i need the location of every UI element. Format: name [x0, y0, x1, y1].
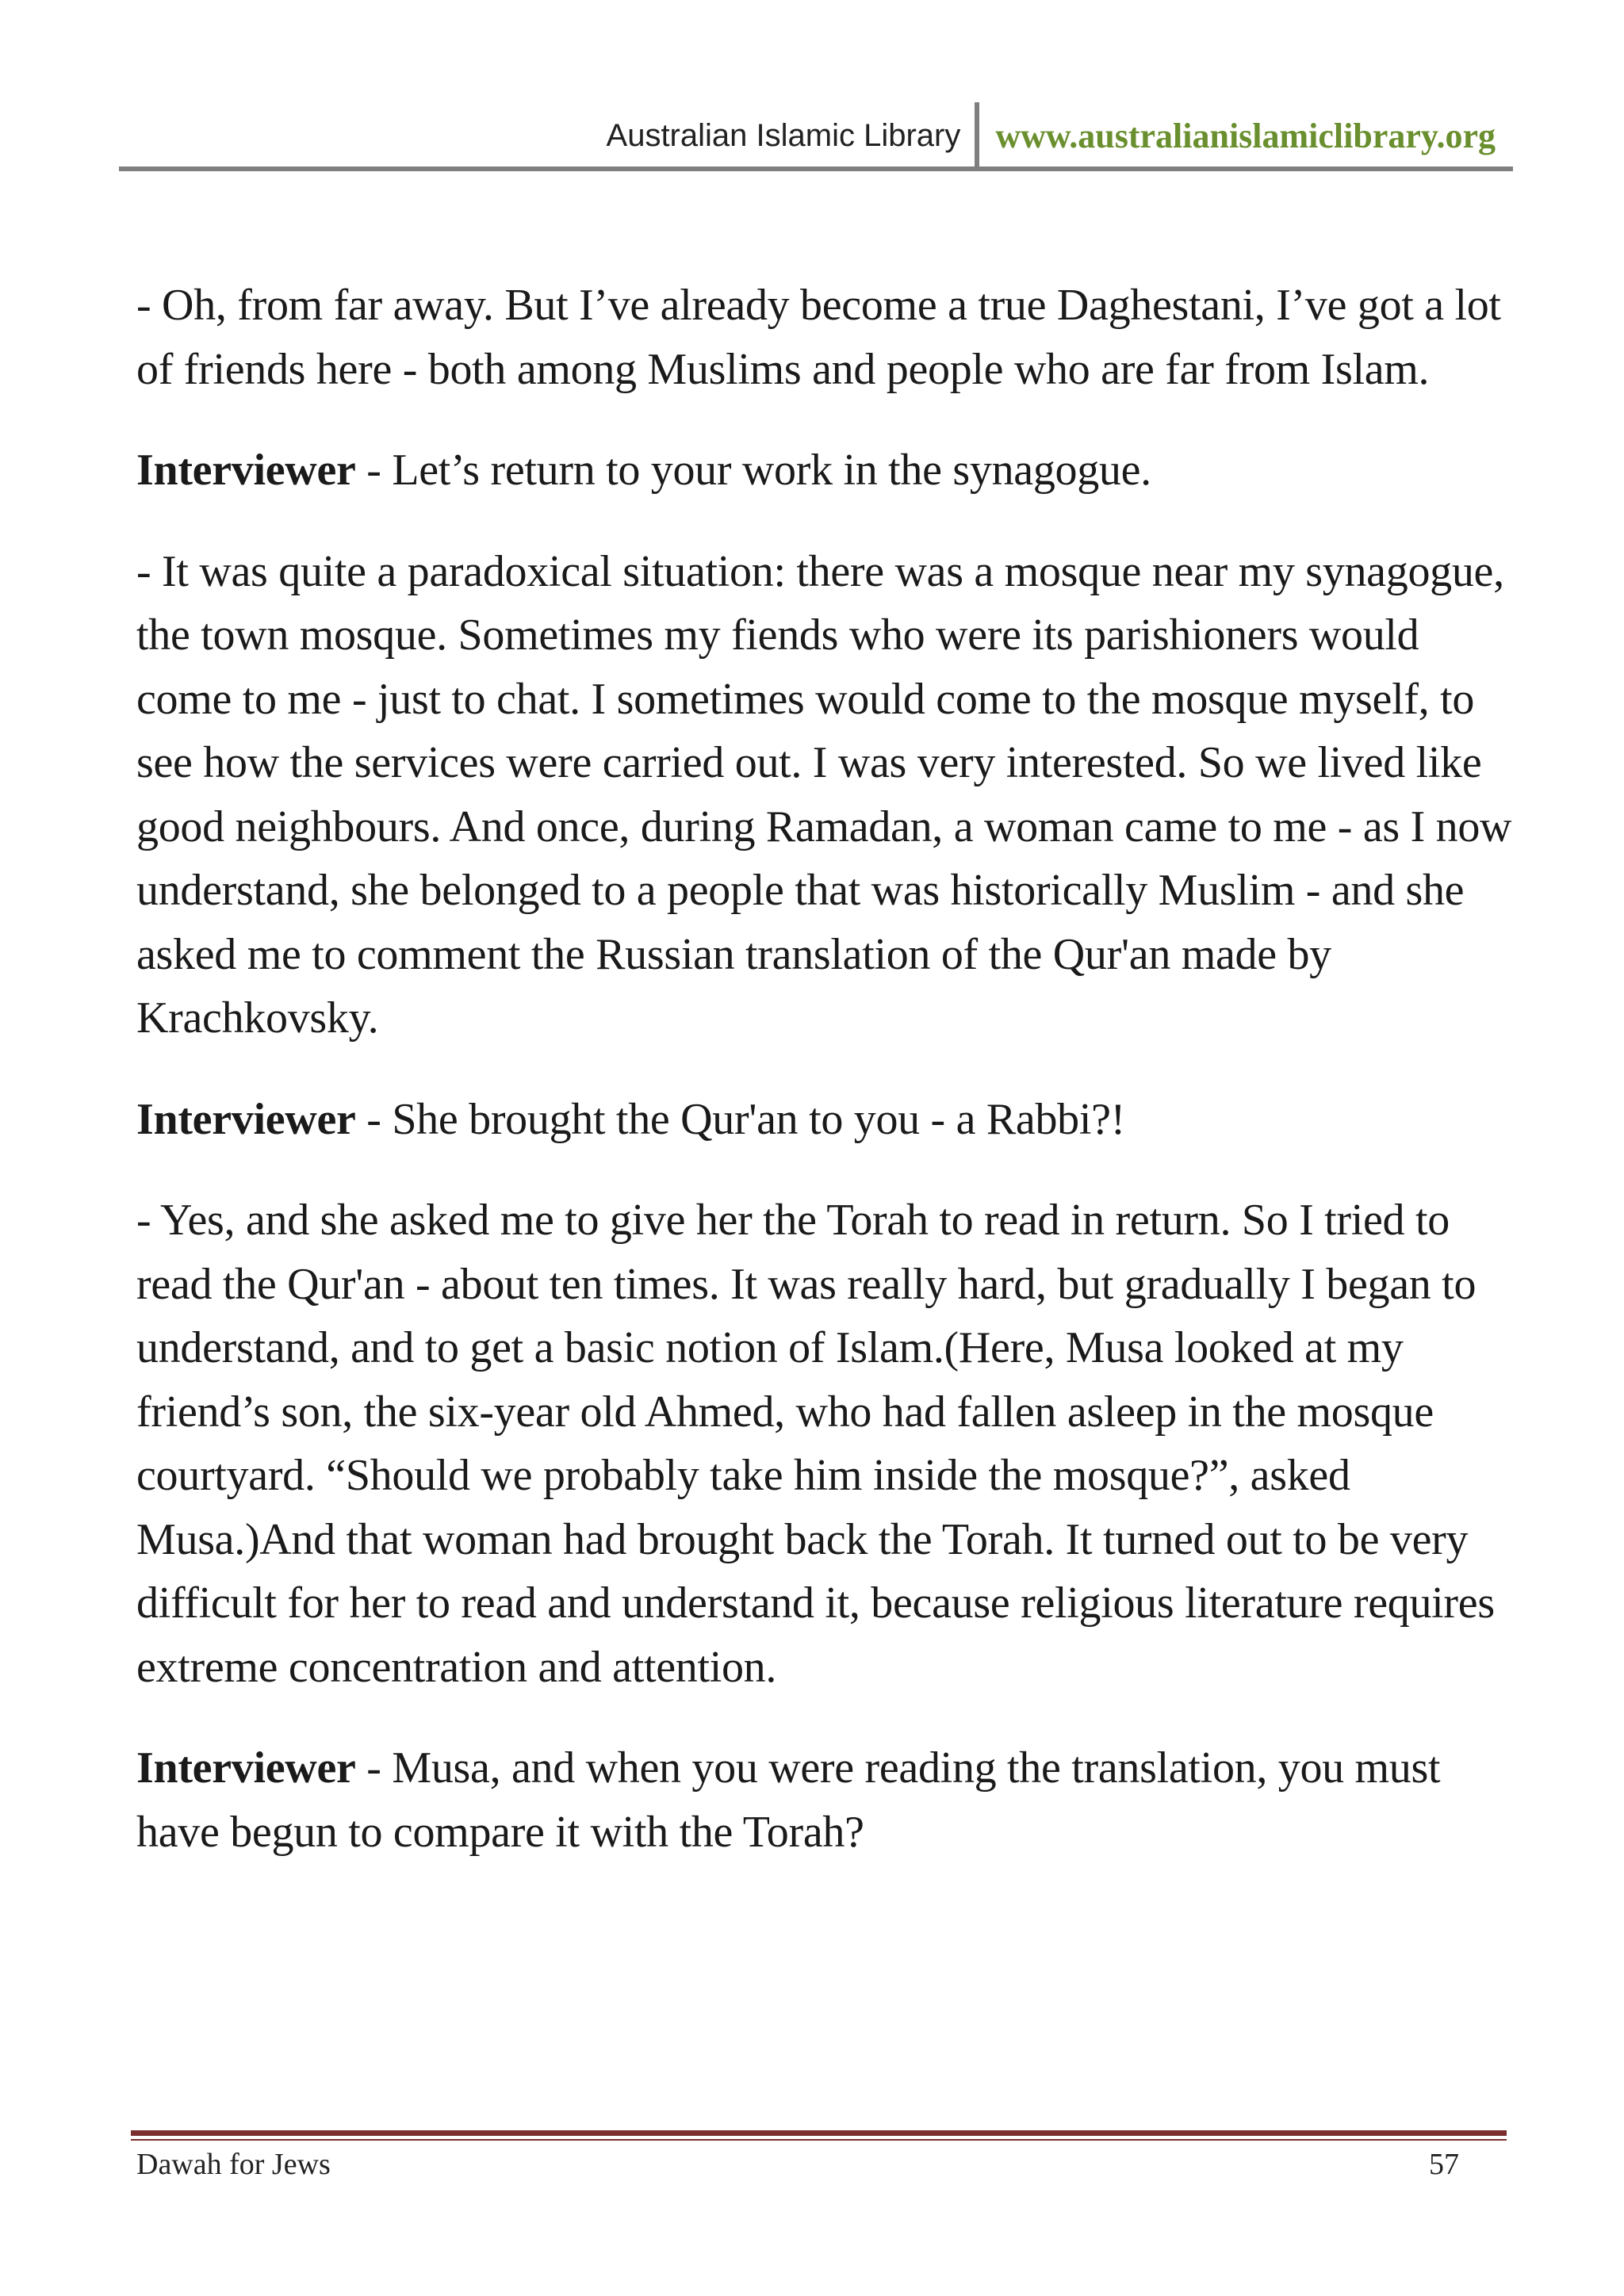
speaker-label: Interviewer [136, 446, 356, 495]
header-bar [607, 105, 1496, 166]
page-body [136, 274, 1512, 1901]
paragraph-text: - She brought the Qur'an to you - a Rabbi?! [355, 1094, 1126, 1144]
header-separator [975, 102, 979, 169]
speaker-label: Interviewer [136, 1743, 356, 1793]
paragraph [136, 1736, 1512, 1864]
paragraph-text: - Yes, and she asked me to give her the Torah to read in return. So I tried to read the Qur'an - about ten times. It was really hard, but gradually I began to understand, and to get a basic notion of Islam.(Here, Musa looked at my friend’s son, the six-year old Ahmed, who had fallen asleep in the mosque courtyard. “Should we probably take him inside the mosque?”, asked Musa.)And that woman had brought back the Torah. It turned out to be very difficult for her to read and understand it, because religious literature requires extreme concentration and attention. [136, 1196, 1495, 1692]
page-header [119, 94, 1513, 171]
paragraph-text: - Let’s return to your work in the synagogue. [355, 446, 1151, 495]
paragraph [136, 540, 1512, 1050]
paragraph [136, 274, 1512, 401]
page-number: 57 [1429, 2148, 1459, 2181]
paragraph [136, 1188, 1512, 1699]
speaker-label: Interviewer [136, 1094, 356, 1144]
footer-rule [131, 2130, 1507, 2136]
footer-rule-thin [131, 2139, 1507, 2141]
paragraph [136, 438, 1512, 503]
paragraph-text: - It was quite a paradoxical situation: there was a mosque near my synagogue, the town mosque. Sometimes my fiends who were its parishioners would come to me - just to chat. I sometimes would come to the mosque myself, to see how the services were carried out. I was very interested. So we lived like good neighbours. And once, during Ramadan, a woman came to me - as I now understand, she belonged to a people that was historically Muslim - and she asked me to comment the Russian translation of the Qur'an made by Krachkovsky. [136, 546, 1512, 1043]
header-title: Australian Islamic Library [606, 117, 961, 153]
paragraph-text: - Musa, and when you were reading the translation, you must have begun to compare it with the Torah? [136, 1743, 1441, 1857]
paragraph-text: - Oh, from far away. But I’ve already become a true Daghestani, I’ve got a lot of friends here - both among Muslims and people who are far from Islam. [136, 281, 1501, 394]
paragraph [136, 1088, 1512, 1152]
footer-book-title: Dawah for Jews [136, 2148, 331, 2181]
header-url-link[interactable]: www.australianislamiclibrary.org [995, 116, 1496, 155]
